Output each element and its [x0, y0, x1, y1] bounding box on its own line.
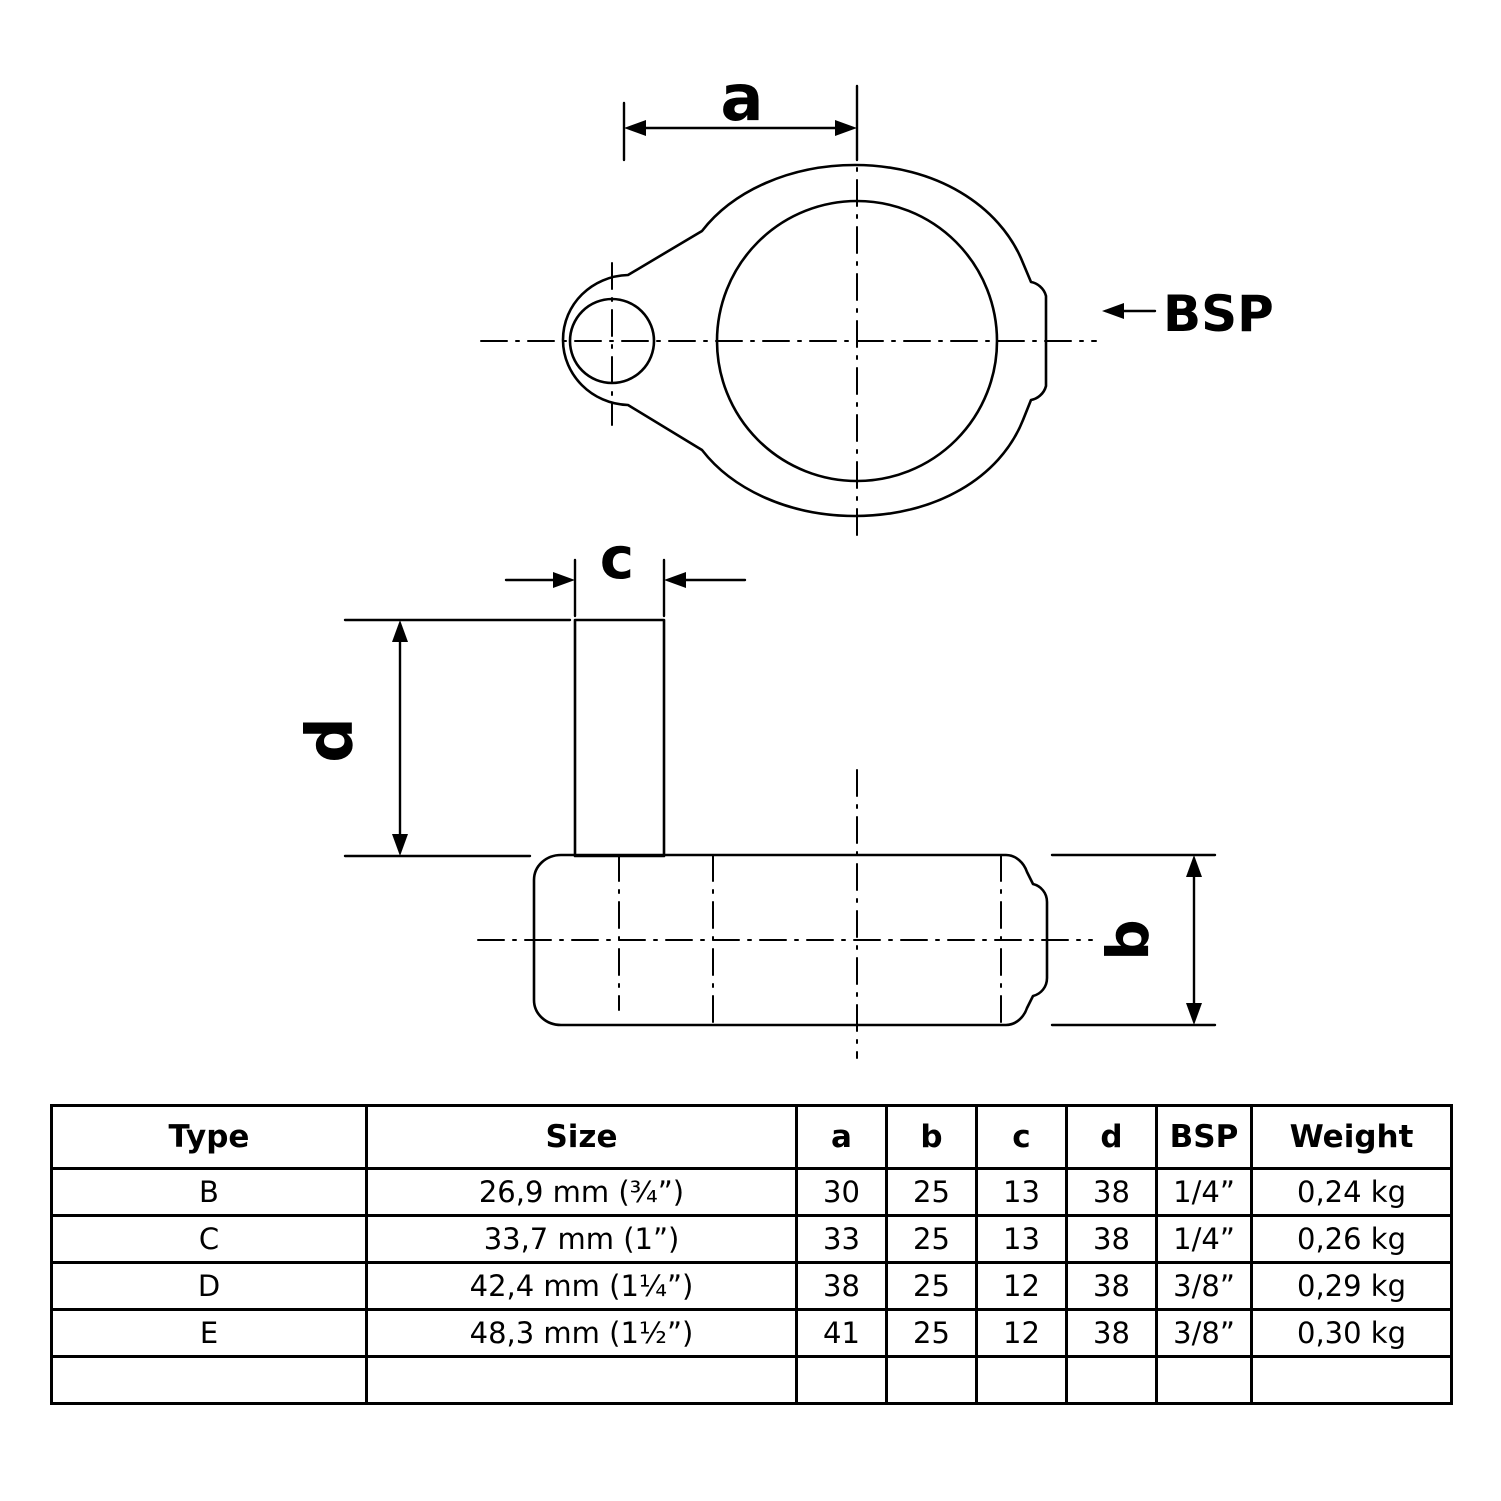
cell-d: 38 — [1067, 1310, 1157, 1357]
header-d: d — [1067, 1106, 1157, 1169]
cell-type: E — [52, 1310, 367, 1357]
cell-c: 12 — [977, 1310, 1067, 1357]
cell-d: 38 — [1067, 1263, 1157, 1310]
cell-a: 41 — [797, 1310, 887, 1357]
header-a: a — [797, 1106, 887, 1169]
cell-a: 30 — [797, 1169, 887, 1216]
cell-weight: 0,29 kg — [1252, 1263, 1452, 1310]
cell-c: 12 — [977, 1263, 1067, 1310]
cell-empty-b — [887, 1357, 977, 1404]
cell-d: 38 — [1067, 1216, 1157, 1263]
specification-table-wrapper — [50, 1104, 1450, 1405]
label-bsp: BSP — [1163, 285, 1274, 343]
side-view-centrelines — [478, 770, 1092, 1058]
bsp-leader-arrow — [1102, 303, 1155, 319]
table-row — [52, 1263, 1452, 1310]
cell-bsp: 3/8” — [1157, 1310, 1252, 1357]
cell-type: B — [52, 1169, 367, 1216]
header-c: c — [977, 1106, 1067, 1169]
cell-empty-c — [977, 1357, 1067, 1404]
cell-d: 38 — [1067, 1169, 1157, 1216]
side-view-outline — [534, 620, 1047, 1025]
label-c: c — [599, 524, 635, 592]
label-b: b — [1094, 919, 1162, 961]
header-type: Type — [52, 1106, 367, 1169]
cell-type: C — [52, 1216, 367, 1263]
cell-b: 25 — [887, 1169, 977, 1216]
header-weight: Weight — [1252, 1106, 1452, 1169]
cell-size: 26,9 mm (¾”) — [367, 1169, 797, 1216]
cell-c: 13 — [977, 1216, 1067, 1263]
cell-a: 33 — [797, 1216, 887, 1263]
cell-type: D — [52, 1263, 367, 1310]
table-row — [52, 1310, 1452, 1357]
cell-empty-size — [367, 1357, 797, 1404]
top-view-centrelines — [481, 86, 1096, 540]
cell-bsp: 1/4” — [1157, 1169, 1252, 1216]
cell-c: 13 — [977, 1169, 1067, 1216]
table-header-row — [52, 1106, 1452, 1169]
cell-b: 25 — [887, 1263, 977, 1310]
dimension-d — [345, 620, 570, 856]
specification-table — [50, 1104, 1453, 1405]
cell-size: 42,4 mm (1¼”) — [367, 1263, 797, 1310]
label-d: d — [294, 717, 368, 763]
cell-empty-a — [797, 1357, 887, 1404]
cell-b: 25 — [887, 1216, 977, 1263]
label-a: a — [720, 62, 764, 136]
header-bsp: BSP — [1157, 1106, 1252, 1169]
cell-empty-d — [1067, 1357, 1157, 1404]
table-row — [52, 1169, 1452, 1216]
cell-bsp: 3/8” — [1157, 1263, 1252, 1310]
header-b: b — [887, 1106, 977, 1169]
header-size: Size — [367, 1106, 797, 1169]
cell-size: 48,3 mm (1½”) — [367, 1310, 797, 1357]
table-empty-row — [52, 1357, 1452, 1404]
cell-empty-weight — [1252, 1357, 1452, 1404]
cell-empty-type — [52, 1357, 367, 1404]
cell-size: 33,7 mm (1”) — [367, 1216, 797, 1263]
cell-a: 38 — [797, 1263, 887, 1310]
cell-weight: 0,30 kg — [1252, 1310, 1452, 1357]
cell-b: 25 — [887, 1310, 977, 1357]
cell-bsp: 1/4” — [1157, 1216, 1252, 1263]
table-row — [52, 1216, 1452, 1263]
cell-weight: 0,24 kg — [1252, 1169, 1452, 1216]
cell-empty-bsp — [1157, 1357, 1252, 1404]
cell-weight: 0,26 kg — [1252, 1216, 1452, 1263]
